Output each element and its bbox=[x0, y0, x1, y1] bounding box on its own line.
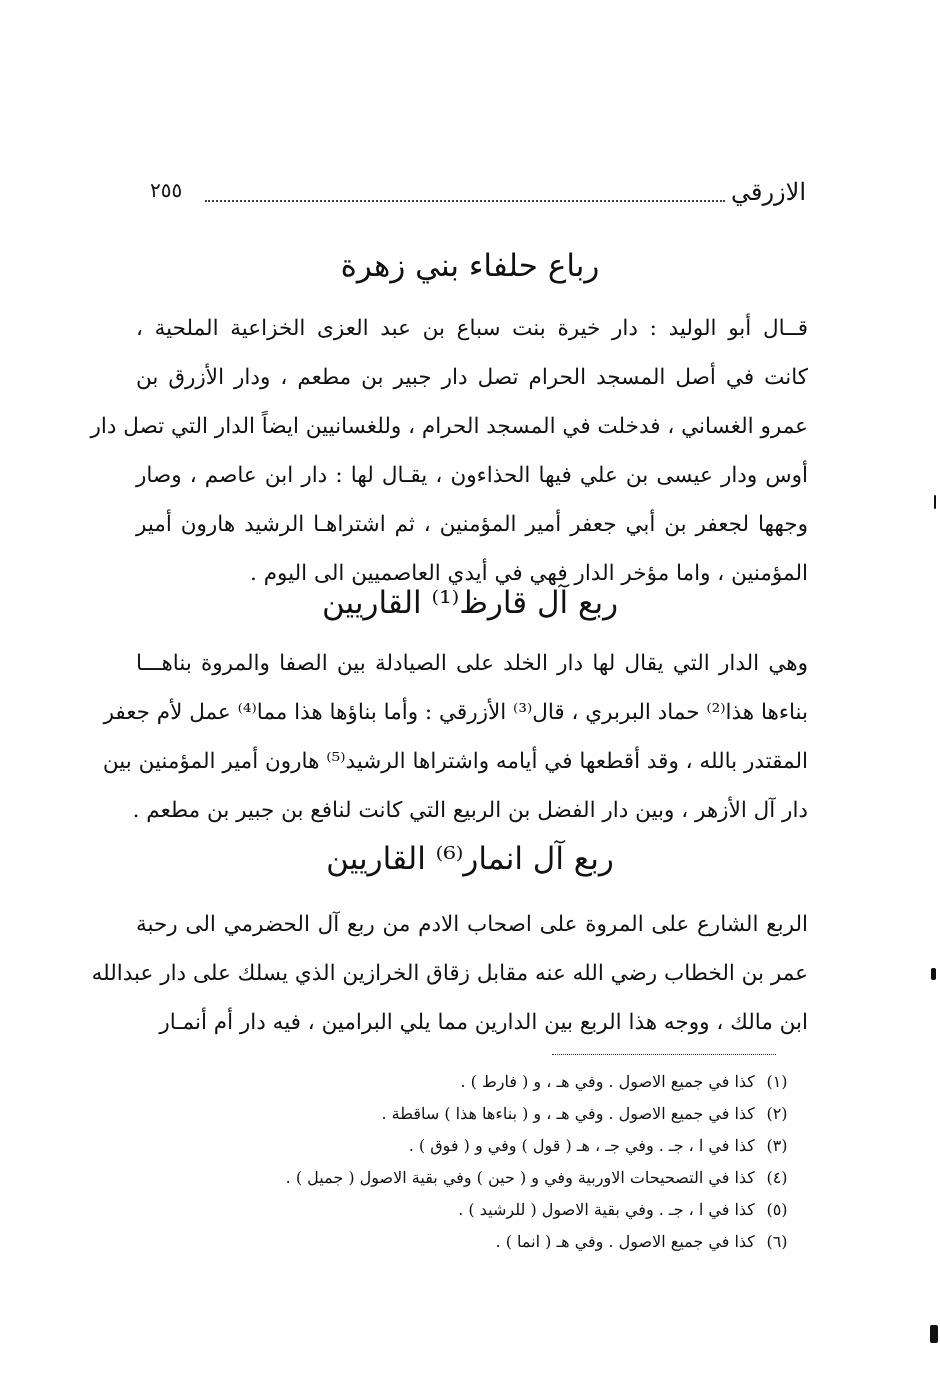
text-line: المؤمنين ، واما مؤخر الدار فهي في أيدي العاصميين الى اليوم . bbox=[250, 561, 808, 586]
text-line: عمر بن الخطاب رضي الله عنه مقابل زقاق الخرازين الذي يسلك على دار عبدالله bbox=[91, 961, 808, 986]
footnote-number: (٦) bbox=[766, 1232, 788, 1251]
footnote-2 bbox=[194, 1098, 794, 1130]
section-paragraph-3 bbox=[91, 900, 808, 1047]
text-line: عمرو الغساني ، فدخلت في المسجد الحرام ، وللغسانيين ايضاً الدار التي تصل دار bbox=[90, 414, 808, 439]
section-heading-3: ربع آل انمار⁽⁶⁾ القاريين bbox=[326, 841, 614, 877]
section-paragraph-2 bbox=[102, 639, 808, 835]
page-number: ٢٥٥ bbox=[150, 178, 183, 202]
footnote-text: كذا في جميع الاصول . وفي هـ ، و ( فارط ) . bbox=[460, 1072, 755, 1091]
footnote-number: (٣) bbox=[766, 1136, 788, 1155]
text-line: قــال أبو الوليد : دار خيرة بنت سباع بن عبد العزى الخزاعية الملحية ، bbox=[136, 316, 808, 341]
text-line: الربع الشارع على المروة على اصحاب الادم من ربع آل الحضرمي الى رحبة bbox=[136, 912, 808, 937]
footnotes bbox=[194, 1066, 794, 1258]
text-line: المقتدر بالله ، وقد أقطعها في أيامه واشتراها الرشيد⁽⁵⁾ هارون أمير المؤمنين بين bbox=[102, 749, 808, 774]
text-line: وجهها لجعفر بن أبي جعفر أمير المؤمنين ، ثم اشتراهـا الرشيد هارون أمير bbox=[136, 512, 808, 537]
footnote-number: (١) bbox=[766, 1072, 788, 1091]
footnote-number: (٢) bbox=[766, 1104, 788, 1123]
footnote-text: كذا في ا ، جـ . وفي جـ ، هـ ( قول ) وفي و ( فوق ) . bbox=[408, 1136, 755, 1155]
footnote-text: كذا في ا ، جـ . وفي بقية الاصول ( للرشيد ) . bbox=[458, 1200, 755, 1219]
section-heading-1: رباع حلفاء بني زهرة bbox=[340, 248, 600, 284]
scan-speck bbox=[931, 968, 936, 980]
text-line: بناءها هذا⁽²⁾ حماد البربري ، قال⁽³⁾ الأزرقي : وأما بناؤها هذا مما⁽⁴⁾ عمل لأم جعفر bbox=[103, 700, 808, 725]
footnote-number: (٤) bbox=[766, 1168, 788, 1187]
footnote-4 bbox=[194, 1162, 794, 1194]
footnote-number: (٥) bbox=[766, 1200, 788, 1219]
text-line: ابن مالك ، ووجه هذا الربع بين الدارين مما يلي البرامين ، فيه دار أم أنمـار bbox=[159, 1010, 808, 1035]
section-paragraph-1 bbox=[90, 304, 808, 598]
footnote-1 bbox=[194, 1066, 794, 1098]
footnote-text: كذا في جميع الاصول . وفي هـ ( انما ) . bbox=[495, 1232, 755, 1251]
running-header-title: الازرقي bbox=[730, 178, 806, 206]
footnote-5 bbox=[194, 1194, 794, 1226]
text-line: كانت في أصل المسجد الحرام تصل دار جبير بن مطعم ، ودار الأزرق بن bbox=[136, 365, 808, 390]
text-line: أوس ودار عيسى بن علي فيها الحذاءون ، يقـال لها : دار ابن عاصم ، وصار bbox=[136, 463, 808, 488]
footnote-6 bbox=[194, 1226, 794, 1258]
footnote-text: كذا في جميع الاصول . وفي هـ ، و ( بناءها هذا ) ساقطة . bbox=[381, 1104, 755, 1123]
header-dotted-rule bbox=[205, 200, 725, 202]
footnote-text: كذا في التصحيحات الاوربية وفي و ( حين ) وفي بقية الاصول ( جميل ) . bbox=[285, 1168, 755, 1187]
text-line: دار آل الأزهر ، وبين دار الفضل بن الربيع التي كانت لنافع بن جبير بن مطعم . bbox=[132, 798, 808, 823]
footnote-separator bbox=[552, 1054, 776, 1055]
text-line: وهي الدار التي يقال لها دار الخلد على الصيادلة بين الصفا والمروة بناهـــا bbox=[136, 651, 808, 676]
scan-speck bbox=[934, 495, 936, 509]
footnote-3 bbox=[194, 1130, 794, 1162]
scan-speck bbox=[930, 1325, 938, 1343]
section-heading-2: ربع آل قارظ⁽¹⁾ القاريين bbox=[321, 585, 619, 621]
